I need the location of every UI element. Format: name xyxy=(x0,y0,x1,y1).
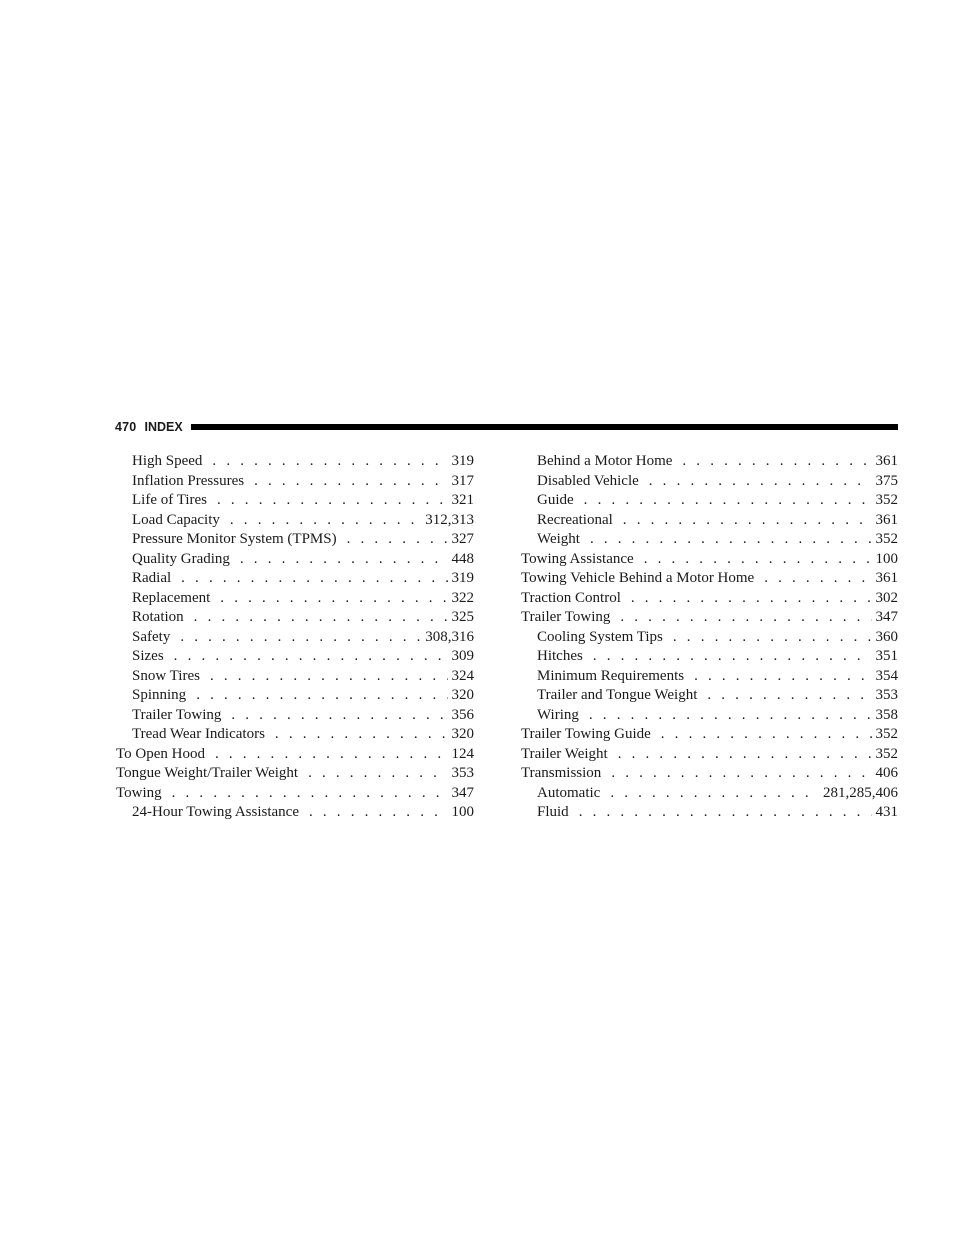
leader-dots xyxy=(217,491,448,511)
index-entry-page: 320 xyxy=(451,687,474,703)
index-entry-page: 352 xyxy=(875,726,898,742)
leader-dots xyxy=(620,608,871,628)
index-entry xyxy=(116,530,474,550)
index-entry-label: Transmission xyxy=(521,765,602,781)
index-entry xyxy=(116,764,474,784)
index-entry xyxy=(116,784,474,804)
index-entry xyxy=(521,511,898,531)
index-entry-label: Trailer Towing Guide xyxy=(521,726,651,742)
index-entry-label: Snow Tires xyxy=(132,667,200,684)
leader-dots xyxy=(631,589,872,609)
header-rule xyxy=(191,424,898,430)
index-entry xyxy=(116,569,474,589)
index-entry-page: 352 xyxy=(875,745,898,762)
index-entry xyxy=(521,472,898,492)
index-entry xyxy=(116,686,474,706)
index-entry xyxy=(521,803,898,823)
leader-dots xyxy=(682,452,871,472)
index-entry-page: 319 xyxy=(451,570,474,586)
index-entry-page: 308,316 xyxy=(425,628,474,645)
index-entry-page: 100 xyxy=(875,550,898,567)
index-entry-label: Inflation Pressures xyxy=(132,472,245,489)
index-entry-page: 302 xyxy=(875,589,898,606)
index-entry-label: Fluid xyxy=(537,804,569,820)
index-entry-page: 100 xyxy=(451,804,474,820)
leader-dots xyxy=(275,725,448,745)
leader-dots xyxy=(172,784,448,804)
index-entry xyxy=(116,745,474,765)
index-entry-page: 320 xyxy=(451,726,474,742)
leader-dots xyxy=(579,803,872,823)
index-entry xyxy=(521,530,898,550)
leader-dots xyxy=(309,803,448,823)
index-entry-page: 351 xyxy=(875,648,898,664)
index-entry xyxy=(521,628,898,648)
index-entry-page: 361 xyxy=(875,570,898,586)
index-entry xyxy=(116,608,474,628)
index-entry-label: Trailer Towing xyxy=(521,609,611,625)
index-entry xyxy=(521,745,898,765)
leader-dots xyxy=(196,686,447,706)
index-entry xyxy=(116,491,474,511)
index-entry-label: Recreational xyxy=(537,511,613,528)
index-entry xyxy=(521,589,898,609)
index-column-left xyxy=(116,452,474,823)
index-entry-label: Trailer and Tongue Weight xyxy=(537,687,698,703)
leader-dots xyxy=(210,667,448,687)
index-column-right xyxy=(521,452,898,823)
leader-dots xyxy=(584,491,872,511)
leader-dots xyxy=(649,472,872,492)
index-entry-page: 321 xyxy=(451,492,474,508)
index-entry-page: 352 xyxy=(875,492,898,508)
index-entry-page: 319 xyxy=(451,453,474,469)
index-entry-label: Safety xyxy=(132,628,171,645)
leader-dots xyxy=(590,530,872,550)
index-entry xyxy=(521,784,898,804)
index-entry xyxy=(521,686,898,706)
leader-dots xyxy=(764,569,871,589)
index-entry-page: 431 xyxy=(875,804,898,820)
leader-dots xyxy=(220,589,447,609)
index-entry xyxy=(521,764,898,784)
index-entry-page: 360 xyxy=(875,628,898,645)
page-number: 470 xyxy=(115,420,137,434)
index-entry xyxy=(521,725,898,745)
index-entry-label: Towing Assistance xyxy=(521,550,634,567)
index-entry-page: 317 xyxy=(451,472,474,489)
index-entry-label: Towing xyxy=(116,784,162,801)
index-entry-label: Sizes xyxy=(132,648,164,664)
index-entry-label: Replacement xyxy=(132,589,211,606)
index-entry xyxy=(116,803,474,823)
index-entry xyxy=(116,511,474,531)
index-entry xyxy=(521,647,898,667)
index-entry-label: Hitches xyxy=(537,648,583,664)
index-entry-page: 322 xyxy=(451,589,474,606)
index-entry xyxy=(116,472,474,492)
index-entry xyxy=(116,706,474,726)
index-entry xyxy=(116,667,474,687)
leader-dots xyxy=(707,686,871,706)
leader-dots xyxy=(174,647,448,667)
index-entry xyxy=(521,706,898,726)
index-entry-label: Pressure Monitor System (TPMS) xyxy=(132,531,337,547)
section-title: INDEX xyxy=(144,420,183,434)
leader-dots xyxy=(610,784,819,804)
leader-dots xyxy=(661,725,872,745)
index-entry-page: 361 xyxy=(875,511,898,528)
index-entry-page: 347 xyxy=(451,784,474,801)
page-header xyxy=(115,417,898,437)
leader-dots xyxy=(644,550,872,570)
index-entry-page: 309 xyxy=(451,648,474,664)
leader-dots xyxy=(231,706,447,726)
index-entry xyxy=(116,725,474,745)
index-entry-page: 358 xyxy=(875,706,898,723)
index-entry xyxy=(116,550,474,570)
index-entry-page: 361 xyxy=(875,453,898,469)
index-entry-label: Quality Grading xyxy=(132,550,230,567)
index-entry-label: Tongue Weight/Trailer Weight xyxy=(116,765,299,781)
index-entry xyxy=(116,647,474,667)
index-entry-page: 353 xyxy=(875,687,898,703)
index-entry-page: 352 xyxy=(875,531,898,547)
index-entry xyxy=(521,550,898,570)
leader-dots xyxy=(194,608,448,628)
index-entry-page: 124 xyxy=(451,745,474,762)
index-entry-label: Traction Control xyxy=(521,589,621,606)
index-entry-label: High Speed xyxy=(132,453,203,469)
leader-dots xyxy=(254,472,447,492)
index-entry-label: Trailer Towing xyxy=(132,706,222,723)
leader-dots xyxy=(308,764,447,784)
index-entry xyxy=(521,452,898,472)
index-entry-label: To Open Hood xyxy=(116,745,205,762)
index-entry-label: Automatic xyxy=(537,784,601,801)
index-entry-label: Towing Vehicle Behind a Motor Home xyxy=(521,570,755,586)
leader-dots xyxy=(589,706,872,726)
index-entry-page: 325 xyxy=(451,609,474,625)
index-entry-label: 24-Hour Towing Assistance xyxy=(132,804,299,820)
index-entry-page: 375 xyxy=(875,472,898,489)
index-entry-label: Rotation xyxy=(132,609,184,625)
index-entry xyxy=(116,589,474,609)
index-entry xyxy=(521,608,898,628)
leader-dots xyxy=(673,628,872,648)
index-entry-page: 324 xyxy=(451,667,474,684)
leader-dots xyxy=(347,530,448,550)
index-entry-label: Guide xyxy=(537,492,574,508)
leader-dots xyxy=(230,511,421,531)
index-entry-label: Wiring xyxy=(537,706,579,723)
index-entry-label: Spinning xyxy=(132,687,187,703)
leader-dots xyxy=(694,667,871,687)
index-entry-label: Minimum Requirements xyxy=(537,667,685,684)
index-entry-page: 354 xyxy=(875,667,898,684)
index-entry xyxy=(116,628,474,648)
index-entry xyxy=(521,569,898,589)
index-entry-page: 356 xyxy=(451,706,474,723)
leader-dots xyxy=(215,745,448,765)
index-entry-page: 281,285,406 xyxy=(823,784,898,801)
index-entry-page: 312,313 xyxy=(425,511,474,528)
index-entry-label: Tread Wear Indicators xyxy=(132,726,265,742)
index-entry-page: 448 xyxy=(451,550,474,567)
leader-dots xyxy=(611,764,871,784)
index-entry-label: Trailer Weight xyxy=(521,745,608,762)
index-entry-label: Disabled Vehicle xyxy=(537,472,639,489)
index-entry-label: Radial xyxy=(132,570,172,586)
leader-dots xyxy=(240,550,448,570)
leader-dots xyxy=(593,647,872,667)
index-entry-page: 406 xyxy=(875,765,898,781)
leader-dots xyxy=(180,628,421,648)
index-entry-label: Cooling System Tips xyxy=(537,628,663,645)
index-entry xyxy=(116,452,474,472)
index-entry-page: 347 xyxy=(875,609,898,625)
index-entry-page: 327 xyxy=(451,531,474,547)
index-entry-label: Load Capacity xyxy=(132,511,220,528)
leader-dots xyxy=(618,745,872,765)
index-entry-page: 353 xyxy=(451,765,474,781)
index-entry xyxy=(521,667,898,687)
leader-dots xyxy=(623,511,872,531)
leader-dots xyxy=(181,569,447,589)
index-entry-label: Behind a Motor Home xyxy=(537,453,673,469)
leader-dots xyxy=(212,452,447,472)
index-entry xyxy=(521,491,898,511)
index-entry-label: Weight xyxy=(537,531,580,547)
index-entry-label: Life of Tires xyxy=(132,492,207,508)
